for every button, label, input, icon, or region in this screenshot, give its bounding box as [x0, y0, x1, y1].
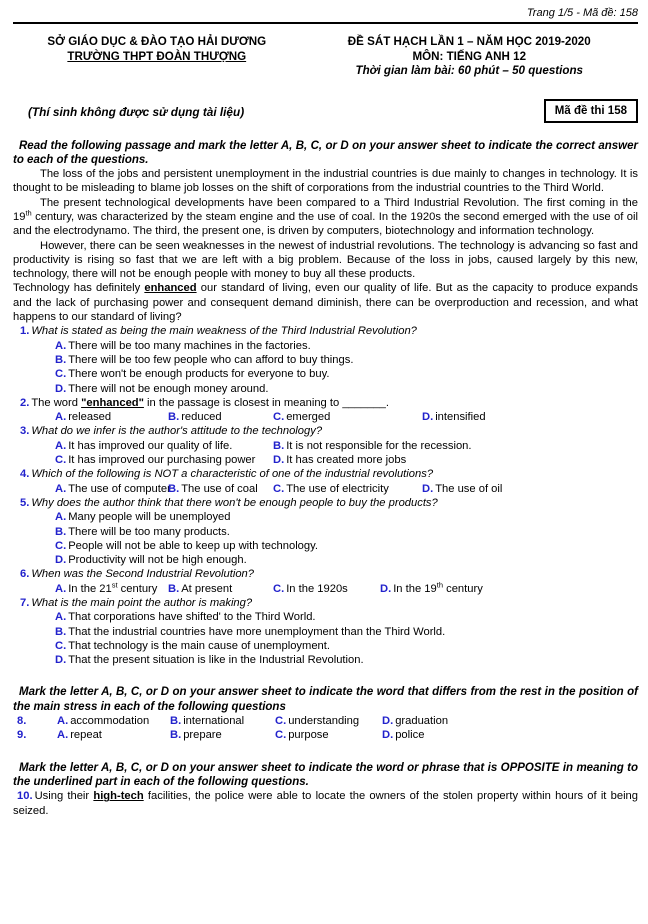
- question-5-option-c: [13, 539, 638, 553]
- option-letter: B.: [170, 729, 182, 742]
- question-7-option-d: [13, 653, 638, 667]
- question-number: 3.: [20, 425, 30, 438]
- opposite-instruction: Mark the letter A, B, C, or D on your answer sheet to indicate the word or phrase that is OPPOSITE in meaning to the underlined part in each of the following questions.: [13, 761, 638, 788]
- option-letter: C.: [55, 639, 67, 652]
- exam-subject: MÔN: TIẾNG ANH 12: [412, 49, 527, 63]
- question-number: 1.: [20, 325, 30, 338]
- question-text: The word: [31, 396, 82, 409]
- question-4: [13, 467, 638, 496]
- passage-paragraph-3: However, there can be seen weaknesses in the newest of industrial revolutions. The technology is advancing so fast and productivity is rising so fast that we are left with a big problem. Because of the loss in jobs, caused largely by this new, technology, there will not be enough people with money to buy all these products.: [13, 239, 638, 281]
- exam-title: ĐỀ SÁT HẠCH LẦN 1 – NĂM HỌC 2019-2020: [347, 35, 591, 48]
- option-text: It has improved our purchasing power: [68, 454, 256, 467]
- question-2: [13, 396, 638, 425]
- question-7-option-a: [13, 610, 638, 624]
- option-text: emerged: [286, 411, 331, 424]
- question-2-option-c: [273, 410, 422, 424]
- option-letter: C.: [55, 454, 67, 467]
- question-8: [17, 714, 638, 728]
- question-1: [13, 324, 638, 395]
- option-letter: C.: [275, 729, 287, 742]
- option-text: That technology is the main cause of unemployment.: [68, 639, 330, 652]
- question-number: 7.: [20, 597, 30, 609]
- question-4-option-a: [55, 482, 171, 496]
- option-letter: C.: [273, 482, 285, 495]
- question-8-option-b: [170, 714, 275, 728]
- option-letter: C.: [275, 715, 287, 728]
- question-4-option-c: [273, 482, 422, 496]
- stress-instruction: Mark the letter A, B, C, or D on your answer sheet to indicate the word that differs from the rest in the position of the main stress in each of the following questions: [13, 686, 638, 713]
- question-7-options: [13, 610, 638, 667]
- question-8-option-d: [382, 714, 448, 728]
- option-letter: D.: [273, 454, 285, 467]
- option-text: There will not be enough money around.: [68, 382, 269, 395]
- question-5-option-d: [13, 553, 638, 567]
- option-text: That the present situation is like in the Industrial Revolution.: [68, 654, 364, 667]
- question-text: What is the main point the author is making?: [31, 597, 253, 609]
- option-letter: D.: [55, 382, 67, 395]
- question-3-option-b: [273, 439, 472, 453]
- question-4-options: [55, 482, 638, 496]
- option-text: intensified: [435, 411, 486, 424]
- option-letter: B.: [168, 482, 180, 495]
- option-text: The use of coal: [181, 482, 258, 495]
- question-number: 10.: [17, 790, 33, 803]
- option-letter: A.: [55, 511, 67, 524]
- question-3-option-d: [273, 453, 406, 467]
- exam-content: [13, 139, 638, 818]
- question-8-option-c: [275, 714, 382, 728]
- section-gap: [13, 667, 638, 685]
- option-letter: D.: [382, 715, 394, 728]
- page-number-label: Trang 1/5 - Mã đề: 158: [526, 7, 638, 19]
- question-4-option-b: [168, 482, 273, 496]
- option-letter: B.: [168, 582, 180, 595]
- header-right-column: [301, 35, 639, 79]
- question-6: [13, 567, 638, 596]
- reading-instruction: Read the following passage and mark the letter A, B, C, or D on your answer sheet to indicate the correct answer to each of the questions.: [13, 139, 638, 166]
- option-letter: B.: [170, 715, 182, 728]
- question-9-option-a: [57, 728, 170, 742]
- question-9-option-b: [170, 728, 275, 742]
- question-7-option-b: [13, 625, 638, 639]
- option-text: The use of oil: [435, 482, 503, 495]
- question-1-option-b: [13, 353, 638, 367]
- question-text: Which of the following is NOT a characteristic of one of the industrial revolutions?: [31, 468, 434, 481]
- question-5-stem: [13, 496, 638, 510]
- question-6-option-d: [380, 579, 483, 596]
- option-text: purpose: [288, 729, 329, 742]
- candidate-note: (Thí sinh không được sử dụng tài liệu): [28, 104, 245, 119]
- option-letter: A.: [55, 482, 67, 495]
- header-divider: [13, 22, 638, 24]
- passage-paragraph-2-text: The present technological developments have been compared to a Third Industrial Revolution. The first coming in the 19: [13, 196, 638, 223]
- question-10: [13, 789, 638, 818]
- option-letter: C.: [55, 368, 67, 381]
- school-name: TRƯỜNG THPT ĐOÀN THƯỢNG: [67, 49, 247, 63]
- question-2-option-a: [55, 410, 168, 424]
- option-text: It has created more jobs: [286, 454, 407, 467]
- underlined-phrase: high-tech: [93, 790, 144, 803]
- question-6-option-b: [168, 582, 273, 596]
- option-text: The use of computer: [68, 482, 171, 495]
- question-1-option-d: [13, 382, 638, 396]
- option-text: prepare: [183, 729, 222, 742]
- exam-header: [13, 35, 638, 79]
- option-letter: B.: [55, 625, 67, 638]
- question-3-options-row-1: [55, 439, 638, 453]
- question-text: Why does the author think that there won't be enough people to buy the products?: [31, 496, 438, 509]
- question-1-option-c: [13, 367, 638, 381]
- passage-paragraph-4-text: our standard of living, even our quality of life. But as the capacity to produce expands and the lack of purchasing power and consequent demand diminish, there can be overproduction and recession, and what happens to our standard of living?: [13, 282, 638, 324]
- exam-code-box: Mã đề thi 158: [544, 99, 638, 123]
- option-text: police: [395, 729, 425, 742]
- option-text: That corporations have shifted' to the Third World.: [68, 611, 316, 624]
- option-letter: D.: [382, 729, 394, 742]
- option-text: understanding: [288, 715, 360, 728]
- question-number: 8.: [17, 715, 27, 728]
- option-text: reduced: [181, 411, 222, 424]
- option-letter: C.: [273, 582, 285, 595]
- enhanced-keyword: "enhanced": [81, 396, 144, 409]
- note-row: [13, 99, 638, 123]
- question-7-stem: [13, 596, 638, 610]
- question-number: 4.: [20, 468, 30, 481]
- question-6-options: [55, 579, 638, 596]
- option-letter: D.: [422, 482, 434, 495]
- option-letter: B.: [168, 411, 180, 424]
- question-number: 9.: [17, 729, 27, 742]
- option-letter: A.: [55, 582, 67, 595]
- question-1-options: [13, 339, 638, 396]
- question-text: in the passage is closest in meaning to _______.: [143, 396, 389, 409]
- option-text: Productivity will not be high enough.: [68, 554, 247, 567]
- option-text: released: [68, 411, 112, 424]
- option-text: repeat: [70, 729, 102, 742]
- option-text: It is not responsible for the recession.: [286, 439, 472, 452]
- question-9: [17, 728, 638, 742]
- option-letter: B.: [55, 353, 67, 366]
- question-7: [13, 596, 638, 667]
- option-letter: A.: [57, 729, 69, 742]
- option-text: There will be too many products.: [68, 525, 230, 538]
- question-1-option-a: [13, 339, 638, 353]
- option-text: accommodation: [70, 715, 150, 728]
- question-text: What do we infer is the author's attitude to the technology?: [31, 425, 323, 438]
- option-letter: D.: [55, 554, 67, 567]
- option-letter: A.: [55, 611, 67, 624]
- option-text: In the 21st century: [68, 579, 158, 595]
- option-letter: D.: [380, 582, 392, 595]
- option-text: There will be too few people who can afford to buy things.: [68, 353, 354, 366]
- option-text: There won't be enough products for everyone to buy.: [68, 368, 330, 381]
- passage-paragraph-4: [13, 281, 638, 324]
- option-letter: A.: [55, 339, 67, 352]
- question-6-stem: [13, 567, 638, 581]
- option-text: There will be too many machines in the factories.: [68, 339, 311, 352]
- option-text: Many people will be unemployed: [68, 511, 231, 524]
- option-text: international: [183, 715, 245, 728]
- question-3: [13, 424, 638, 467]
- question-6-option-a: [55, 579, 168, 596]
- ordinal-superscript: th: [25, 208, 32, 218]
- question-3-stem: [13, 424, 638, 438]
- question-5-option-a: [13, 510, 638, 524]
- option-text: In the 1920s: [286, 582, 348, 595]
- header-left-column: [13, 35, 301, 79]
- question-2-option-d: [422, 410, 486, 424]
- passage-paragraph-4-text: Technology has definitely: [13, 282, 145, 295]
- question-text: When was the Second Industrial Revolution?: [31, 568, 254, 581]
- option-letter: A.: [57, 715, 69, 728]
- option-letter: B.: [55, 525, 67, 538]
- question-7-option-c: [13, 639, 638, 653]
- question-5-option-b: [13, 525, 638, 539]
- question-3-option-a: [55, 439, 273, 453]
- option-letter: D.: [422, 411, 434, 424]
- question-5: [13, 496, 638, 567]
- question-8-option-a: [57, 714, 170, 728]
- question-2-stem: [13, 396, 638, 410]
- question-text: What is stated as being the main weakness of the Third Industrial Revolution?: [31, 325, 417, 338]
- option-text: In the 19th century: [393, 579, 483, 595]
- exam-duration: Thời gian làm bài: 60 phút – 50 questions: [355, 64, 583, 77]
- question-9-option-d: [382, 728, 424, 742]
- passage-paragraph-2-text: century, was characterized by the steam engine and the use of coal. In the 1920s the second emerged with the use of oil and the electrodynamo. The third, the present one, is driven by computers, biotechnology and information technology.: [13, 210, 638, 238]
- question-number: 6.: [20, 568, 30, 581]
- option-letter: C.: [273, 411, 285, 424]
- question-text: Using their: [34, 790, 94, 803]
- question-2-options: [55, 410, 638, 424]
- question-9-option-c: [275, 728, 382, 742]
- question-3-options-row-2: [55, 453, 638, 467]
- department-name: SỞ GIÁO DỤC & ĐÀO TẠO HẢI DƯƠNG: [47, 35, 267, 48]
- option-letter: D.: [55, 654, 67, 667]
- question-4-option-d: [422, 482, 502, 496]
- question-number: 5.: [20, 496, 30, 509]
- question-4-stem: [13, 467, 638, 481]
- option-letter: A.: [55, 411, 67, 424]
- question-3-option-c: [55, 453, 273, 467]
- question-6-option-c: [273, 582, 380, 596]
- question-text: facilities, the police were able to locate the owners of the stolen property within hours of it being seized.: [13, 790, 638, 817]
- option-text: It has improved our quality of life.: [68, 439, 233, 452]
- passage-paragraph-1: The loss of the jobs and persistent unemployment in the industrial countries is due mainly to changes in technology. It is thought to be misleading to blame job losses on the shift of corporations from the industrial countries to the Third World.: [13, 168, 638, 195]
- option-text: That the industrial countries have more unemployment than the Third World.: [68, 625, 446, 638]
- option-text: graduation: [395, 715, 449, 728]
- question-5-options: [13, 510, 638, 567]
- question-number: 2.: [20, 396, 30, 409]
- option-letter: A.: [55, 439, 67, 452]
- section-gap: [13, 743, 638, 761]
- option-text: People will not be able to keep up with technology.: [68, 539, 318, 552]
- enhanced-keyword: enhanced: [144, 282, 197, 295]
- option-text: At present: [181, 582, 233, 595]
- option-letter: C.: [55, 539, 67, 552]
- question-1-stem: [13, 324, 638, 338]
- option-letter: B.: [273, 439, 285, 452]
- option-text: The use of electricity: [286, 482, 389, 495]
- question-2-option-b: [168, 410, 273, 424]
- passage-paragraph-2: [13, 196, 638, 239]
